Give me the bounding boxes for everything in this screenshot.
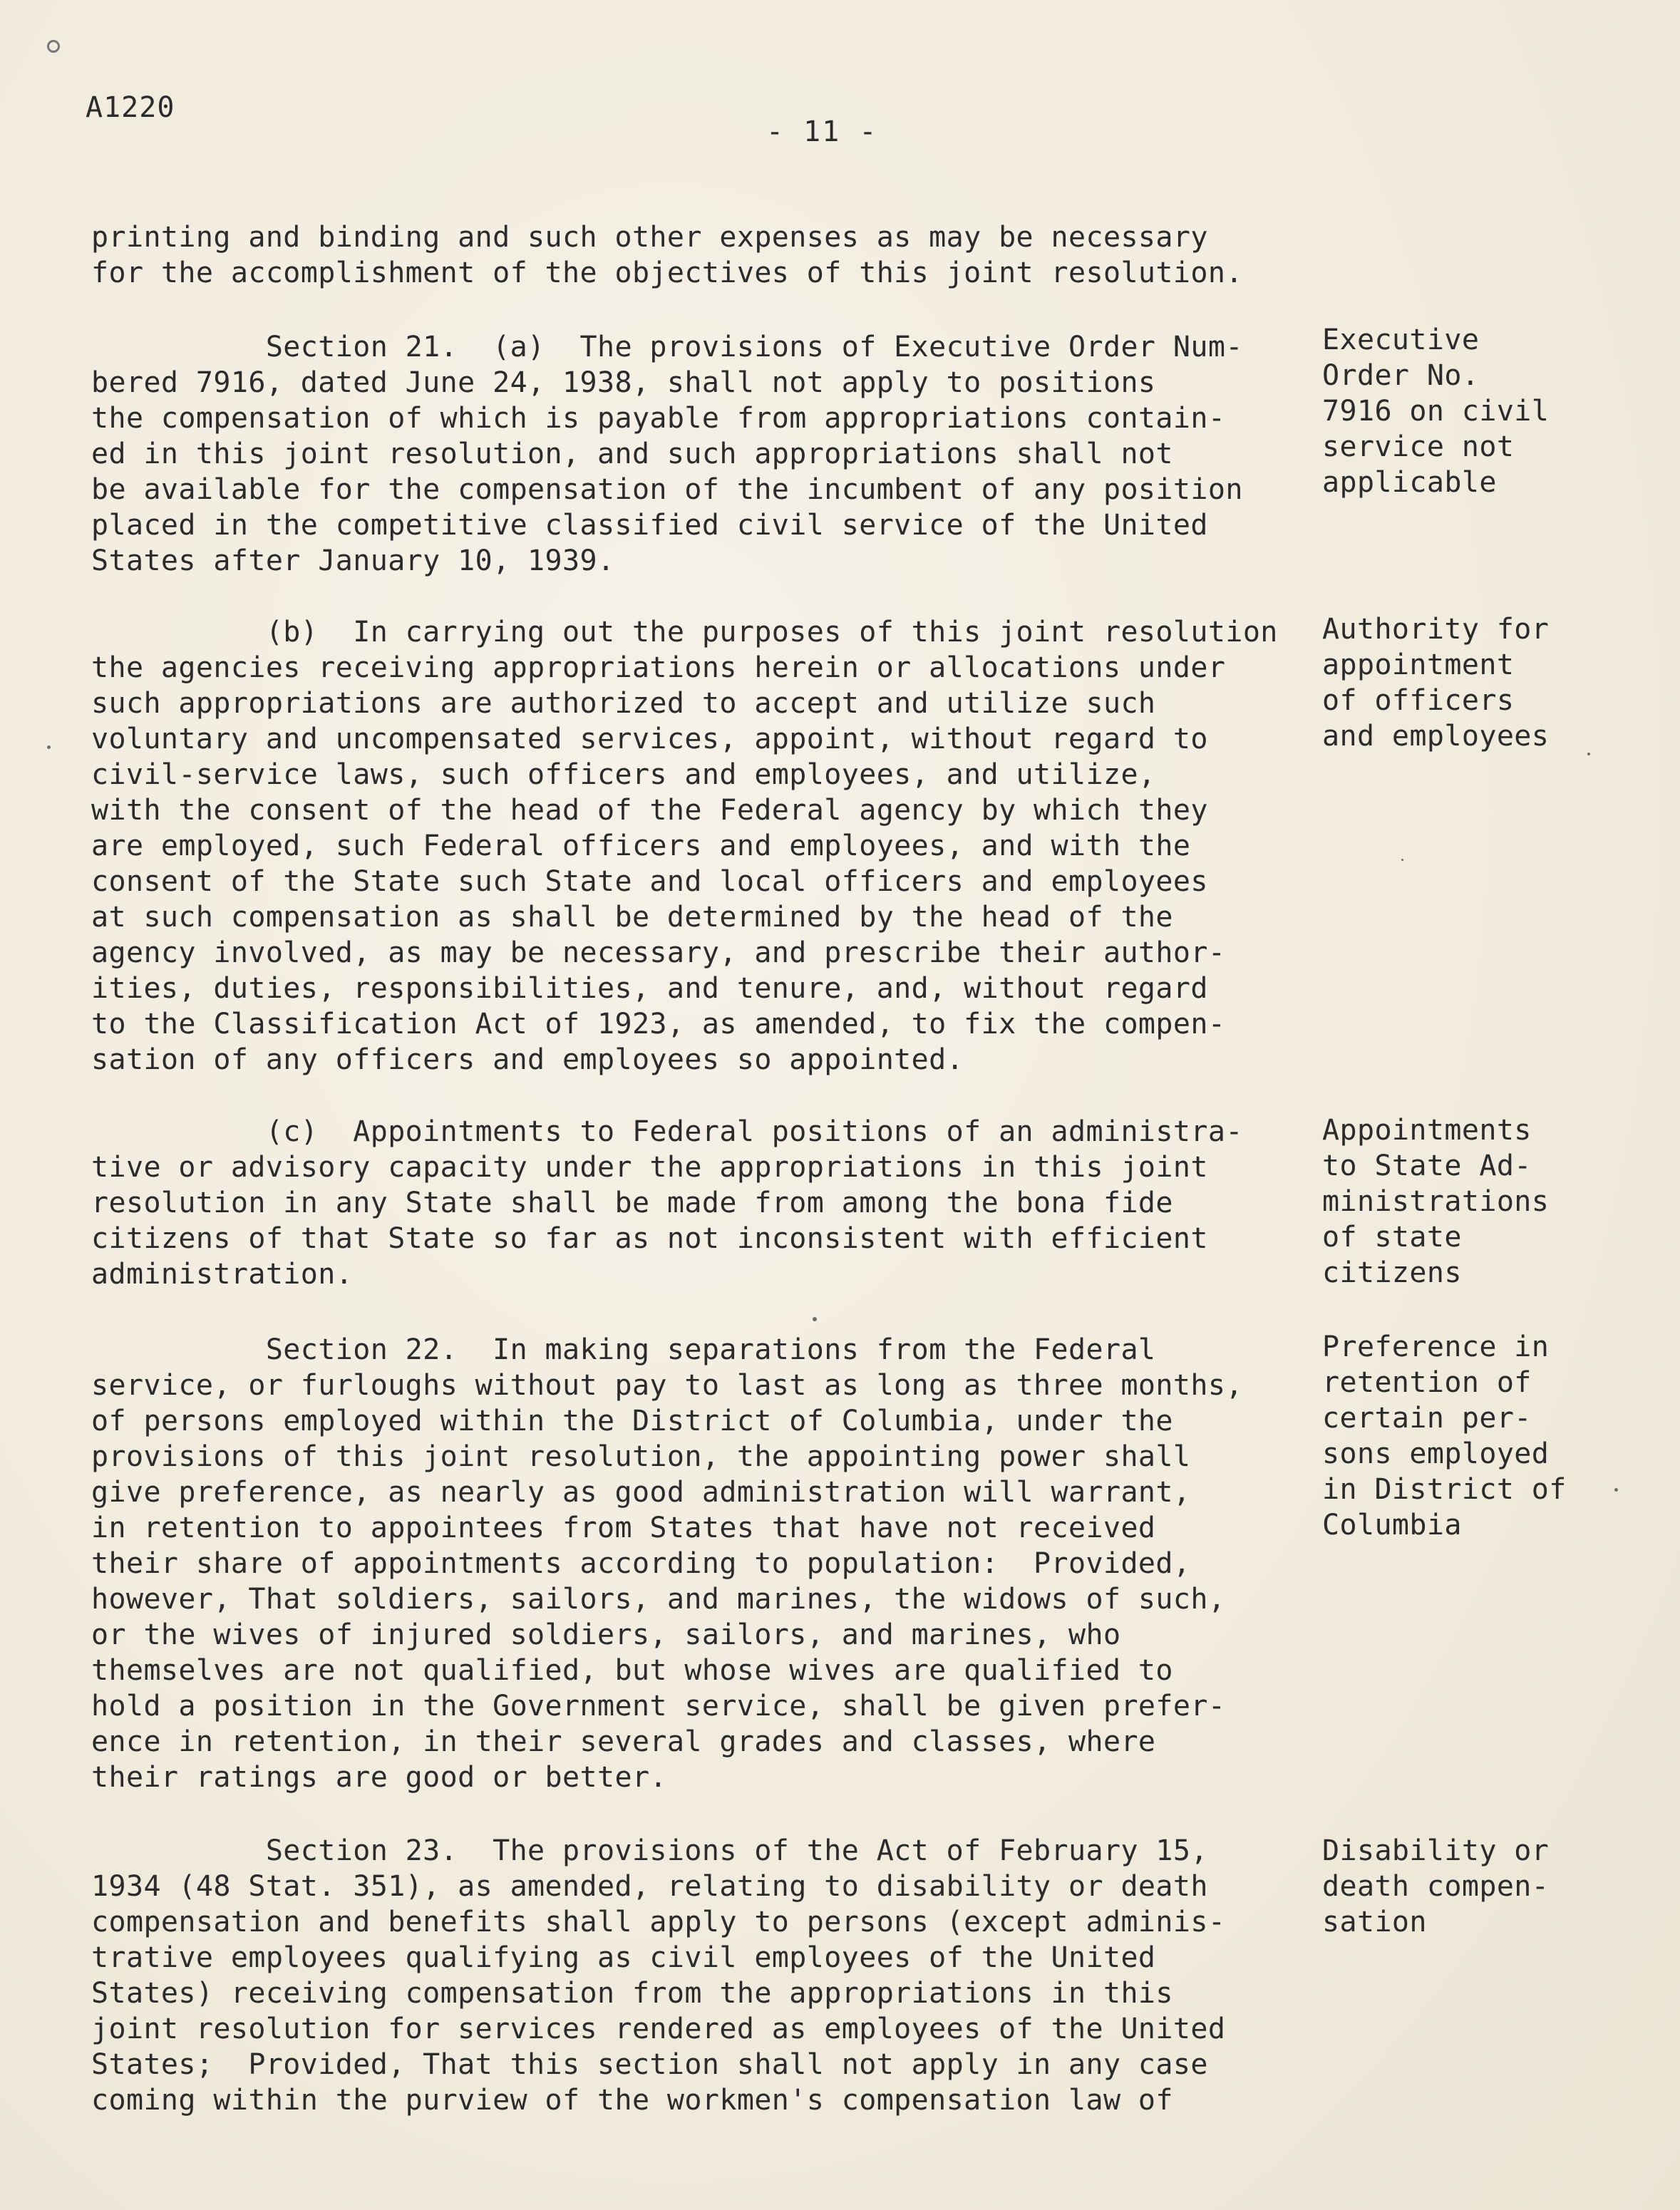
margin-note-preference: Preference in retention of certain per- sons employed in District of Columbia [1322, 1331, 1567, 1542]
page-number: - 11 - [766, 115, 878, 148]
paragraph-section-21c: (c) Appointments to Federal positions of an administra- tive or advisory capacity under the appropriations in this joint resolution in any State shall be made from among the bona fide citizens of that State so far as not inconsistent with efficient administration. [91, 1115, 1243, 1291]
document-code: A1220 [86, 91, 175, 124]
margin-note-executive-order: Executive Order No. 7916 on civil service not applicable [1322, 324, 1550, 499]
paper-speck [1587, 753, 1590, 755]
margin-note-authority: Authority for appointment of officers and employees [1322, 613, 1550, 753]
paragraph-intro: printing and binding and such other expenses as may be necessary for the accomplishment of the objectives of this joint resolution. [91, 221, 1243, 289]
paper-speck [1614, 1488, 1618, 1492]
paper-mark [47, 40, 60, 53]
paragraph-section-21a: Section 21. (a) The provisions of Executive Order Num- bered 7916, dated June 24, 1938, shall not apply to positions the compensation of which is payable from appropriations contain- ed in this joint resolution, and such appropriations shall not be available for the compensation of the incumbent of any position placed in the competitive classified civil service of the United States after January 10, 1939. [91, 331, 1243, 577]
paragraph-section-23: Section 23. The provisions of the Act of February 15, 1934 (48 Stat. 351), as amended, relating to disability or death compensation and benefits shall apply to persons (except adminis- trative employees qualifying as civil employees of the United States) receiving compensation from the appropriations in this joint resolution for services rendered as employees of the United States; Provided, That this section shall not apply in any case coming within the purview of the workmen's compensation law of [91, 1834, 1226, 2117]
paper-speck [1401, 859, 1403, 861]
margin-note-disability: Disability or death compen- sation [1322, 1834, 1550, 1938]
margin-note-appointments: Appointments to State Ad- ministrations of state citizens [1322, 1114, 1550, 1289]
paragraph-section-22: Section 22. In making separations from the Federal service, or furloughs without pay to last as long as three months, of persons employed within the District of Columbia, under the provisions of this joint resolution, the appointing power shall give preference, as nearly as good administration will warrant, in retention to appointees from States that have not received their share of appointments according to population: Provided, however, That soldiers, sailors, and marines, the widows of such, or the wives of injured soldiers, sailors, and marines, who themselves are not qualified, but whose wives are qualified to hold a position in the Government service, shall be given prefer- ence in retention, in their several grades and classes, where their ratings are good or better. [91, 1333, 1243, 1794]
paper-speck [47, 745, 51, 749]
paper-speck [813, 1317, 817, 1321]
paragraph-section-21b: (b) In carrying out the purposes of this joint resolution the agencies receiving appropriations herein or allocations under such appropriations are authorized to accept and utilize such voluntary and uncompensated services, appoint, without regard to civil-service laws, such officers and employees, and utilize, with the consent of the head of the Federal agency by which they are employed, such Federal officers and employees, and with the consent of the State such State and local officers and employees at such compensation as shall be determined by the head of the agency involved, as may be necessary, and prescribe their author- ities, duties, responsibilities, and tenure, and, without regard to the Classification Act of 1923, as amended, to fix the compen- sation of any officers and employees so appointed. [91, 616, 1278, 1076]
